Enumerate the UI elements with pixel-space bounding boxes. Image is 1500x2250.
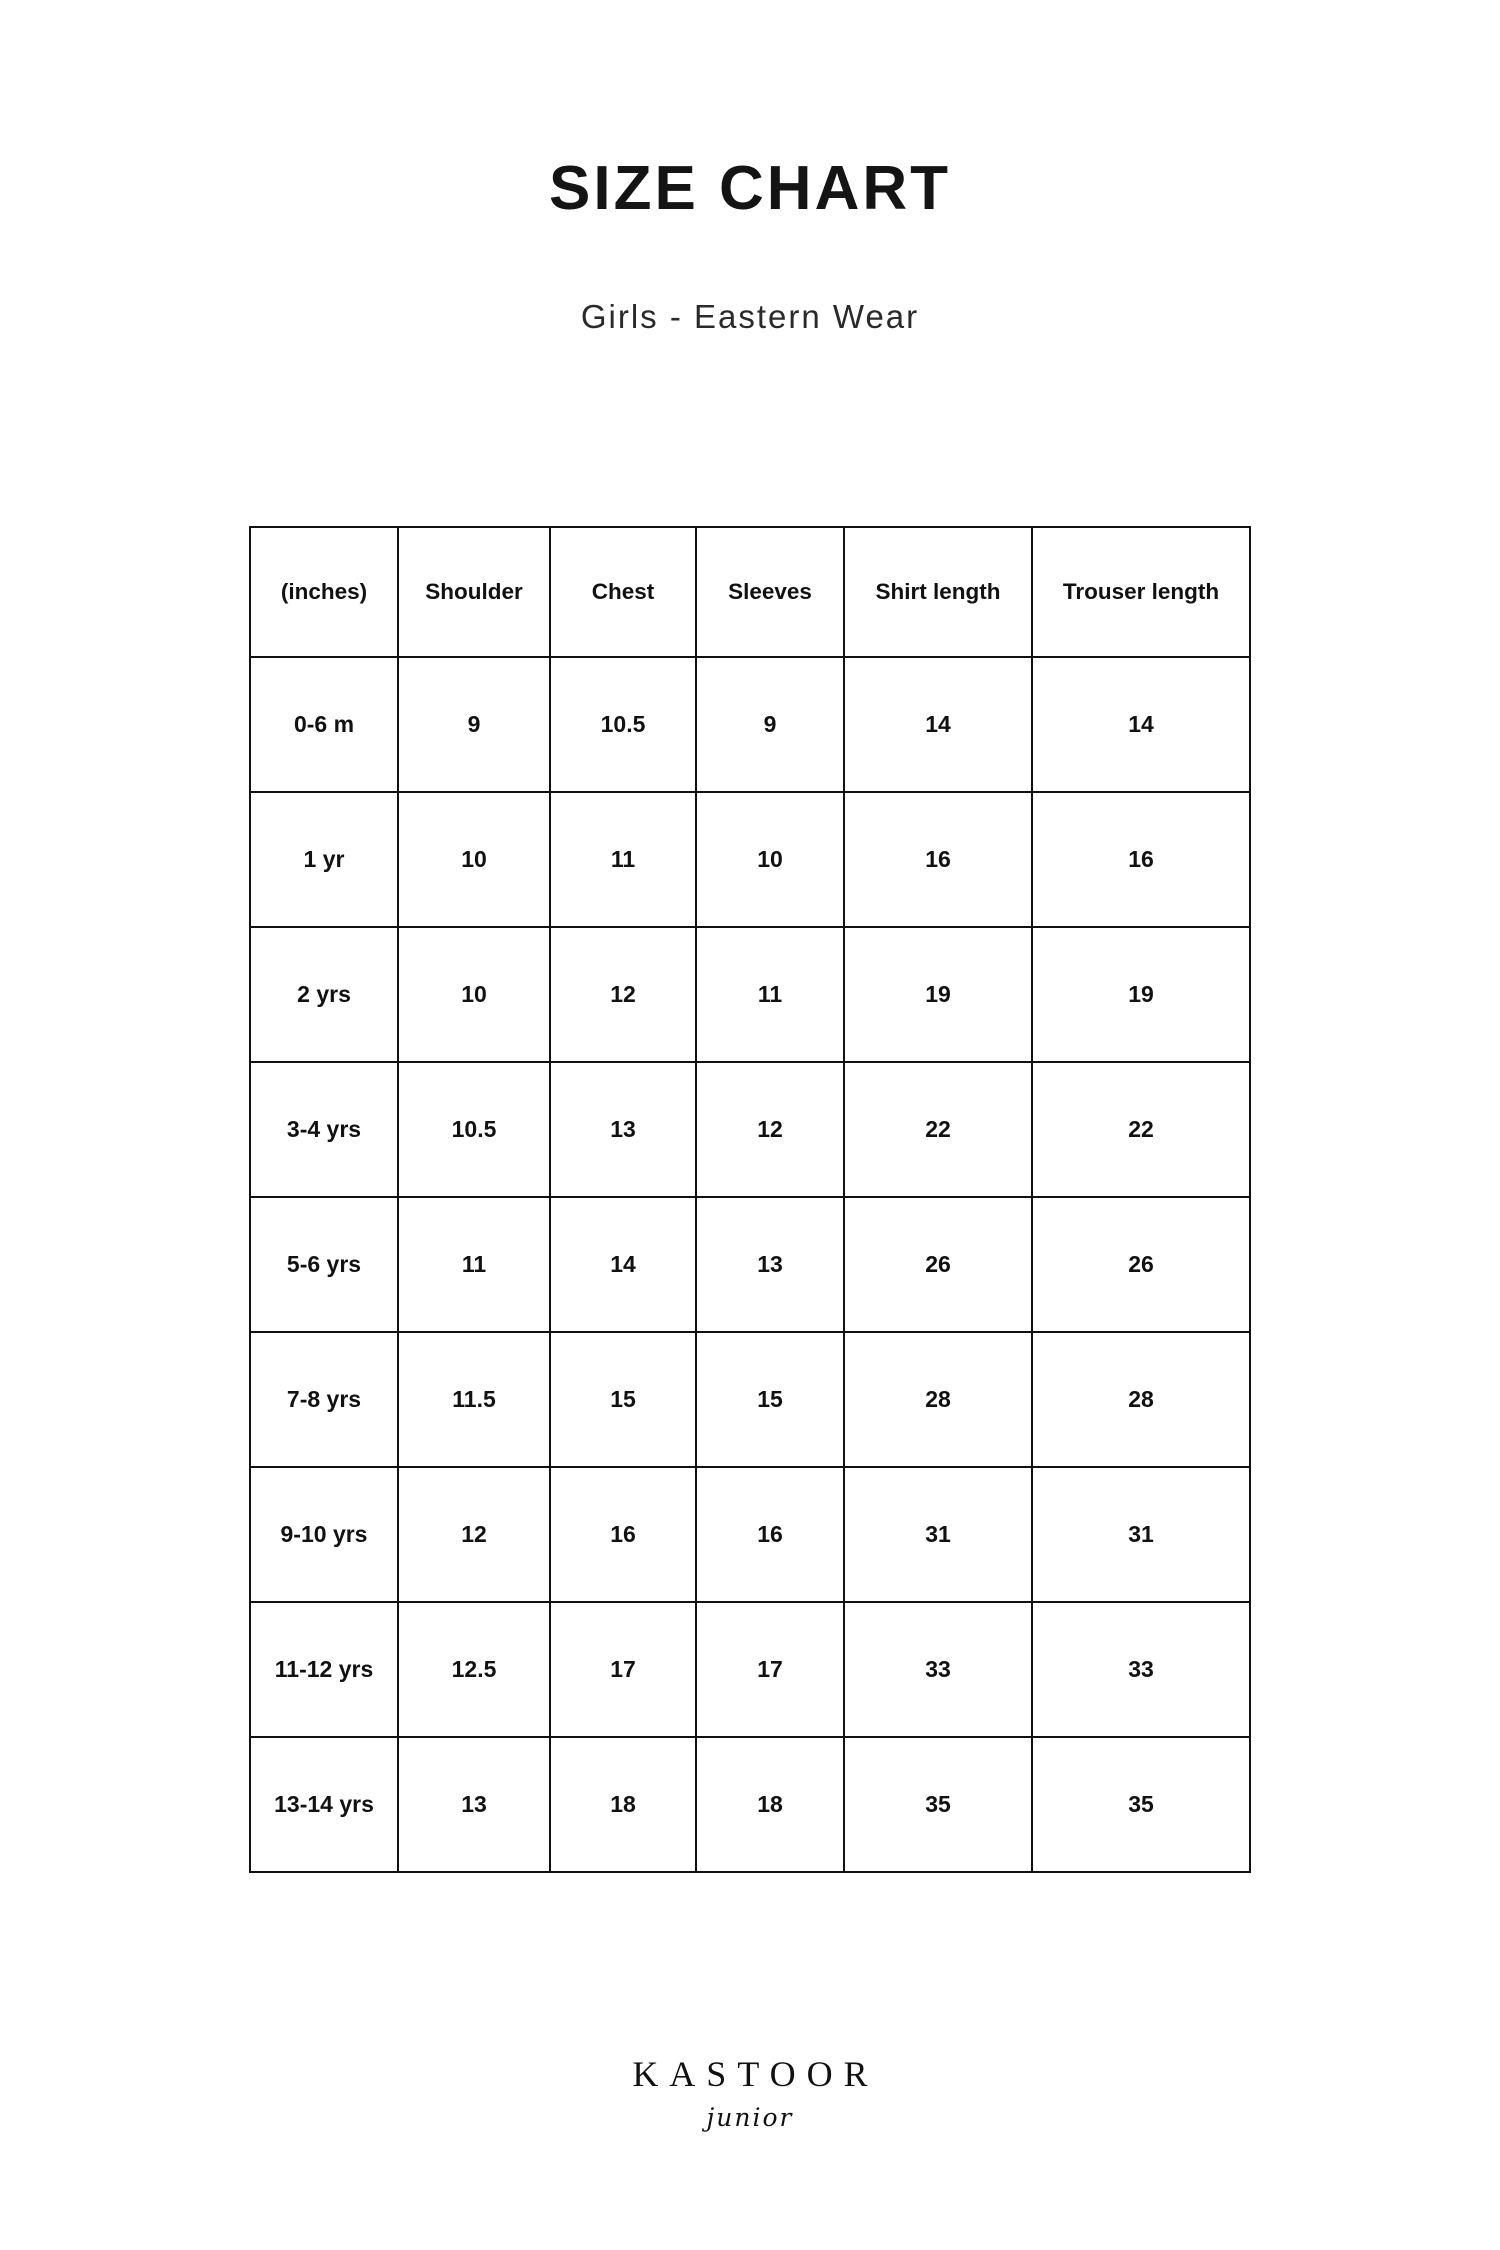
cell-trouser-length: 19 (1032, 927, 1250, 1062)
column-header-shoulder: Shoulder (398, 527, 550, 657)
cell-chest: 10.5 (550, 657, 696, 792)
cell-shoulder: 13 (398, 1737, 550, 1872)
cell-shoulder: 11 (398, 1197, 550, 1332)
cell-chest: 15 (550, 1332, 696, 1467)
table-row (250, 1602, 1250, 1737)
cell-shirt-length: 33 (844, 1602, 1032, 1737)
table-header (250, 527, 1250, 657)
table-row (250, 1062, 1250, 1197)
cell-shoulder: 12 (398, 1467, 550, 1602)
size-table-container (250, 526, 1250, 1873)
cell-shirt-length: 35 (844, 1737, 1032, 1872)
cell-trouser-length: 22 (1032, 1062, 1250, 1197)
cell-size: 2 yrs (250, 927, 398, 1062)
cell-trouser-length: 26 (1032, 1197, 1250, 1332)
table-row (250, 657, 1250, 792)
cell-shirt-length: 14 (844, 657, 1032, 792)
cell-sleeves: 16 (696, 1467, 844, 1602)
cell-trouser-length: 28 (1032, 1332, 1250, 1467)
cell-trouser-length: 31 (1032, 1467, 1250, 1602)
cell-shoulder: 12.5 (398, 1602, 550, 1737)
brand-name: KASTOOR (632, 2054, 879, 2094)
cell-chest: 17 (550, 1602, 696, 1737)
footer (0, 2053, 1500, 2132)
table-body (250, 657, 1250, 1872)
cell-shirt-length: 26 (844, 1197, 1032, 1332)
page-title: SIZE CHART (549, 154, 951, 223)
table-row (250, 1332, 1250, 1467)
cell-sleeves: 15 (696, 1332, 844, 1467)
cell-size: 3-4 yrs (250, 1062, 398, 1197)
cell-shoulder: 11.5 (398, 1332, 550, 1467)
cell-trouser-length: 33 (1032, 1602, 1250, 1737)
page-subtitle: Girls - Eastern Wear (580, 298, 920, 335)
table-row (250, 1197, 1250, 1332)
column-header-size: (inches) (250, 527, 398, 657)
cell-trouser-length: 16 (1032, 792, 1250, 927)
column-header-shirt-length: Shirt length (844, 527, 1032, 657)
brand-tagline: junior (706, 2103, 794, 2132)
table-row (250, 792, 1250, 927)
cell-size: 13-14 yrs (250, 1737, 398, 1872)
cell-trouser-length: 35 (1032, 1737, 1250, 1872)
cell-sleeves: 13 (696, 1197, 844, 1332)
cell-shirt-length: 16 (844, 792, 1032, 927)
column-header-sleeves: Sleeves (696, 527, 844, 657)
cell-sleeves: 11 (696, 927, 844, 1062)
cell-shoulder: 10 (398, 792, 550, 927)
cell-size: 1 yr (250, 792, 398, 927)
cell-size: 11-12 yrs (250, 1602, 398, 1737)
table-row (250, 1467, 1250, 1602)
cell-shoulder: 10 (398, 927, 550, 1062)
cell-shirt-length: 19 (844, 927, 1032, 1062)
cell-chest: 18 (550, 1737, 696, 1872)
cell-chest: 11 (550, 792, 696, 927)
column-header-chest: Chest (550, 527, 696, 657)
cell-shirt-length: 22 (844, 1062, 1032, 1197)
column-header-trouser-length: Trouser length (1032, 527, 1250, 657)
cell-sleeves: 10 (696, 792, 844, 927)
size-chart-table (249, 526, 1251, 1873)
cell-chest: 16 (550, 1467, 696, 1602)
cell-chest: 13 (550, 1062, 696, 1197)
cell-sleeves: 12 (696, 1062, 844, 1197)
cell-chest: 12 (550, 927, 696, 1062)
cell-shirt-length: 28 (844, 1332, 1032, 1467)
cell-shoulder: 9 (398, 657, 550, 792)
table-row (250, 927, 1250, 1062)
cell-sleeves: 18 (696, 1737, 844, 1872)
cell-shirt-length: 31 (844, 1467, 1032, 1602)
cell-chest: 14 (550, 1197, 696, 1332)
cell-size: 7-8 yrs (250, 1332, 398, 1467)
cell-size: 0-6 m (250, 657, 398, 792)
cell-shoulder: 10.5 (398, 1062, 550, 1197)
cell-sleeves: 17 (696, 1602, 844, 1737)
cell-sleeves: 9 (696, 657, 844, 792)
cell-size: 9-10 yrs (250, 1467, 398, 1602)
cell-size: 5-6 yrs (250, 1197, 398, 1332)
cell-trouser-length: 14 (1032, 657, 1250, 792)
table-row (250, 1737, 1250, 1872)
table-header-row (250, 527, 1250, 657)
